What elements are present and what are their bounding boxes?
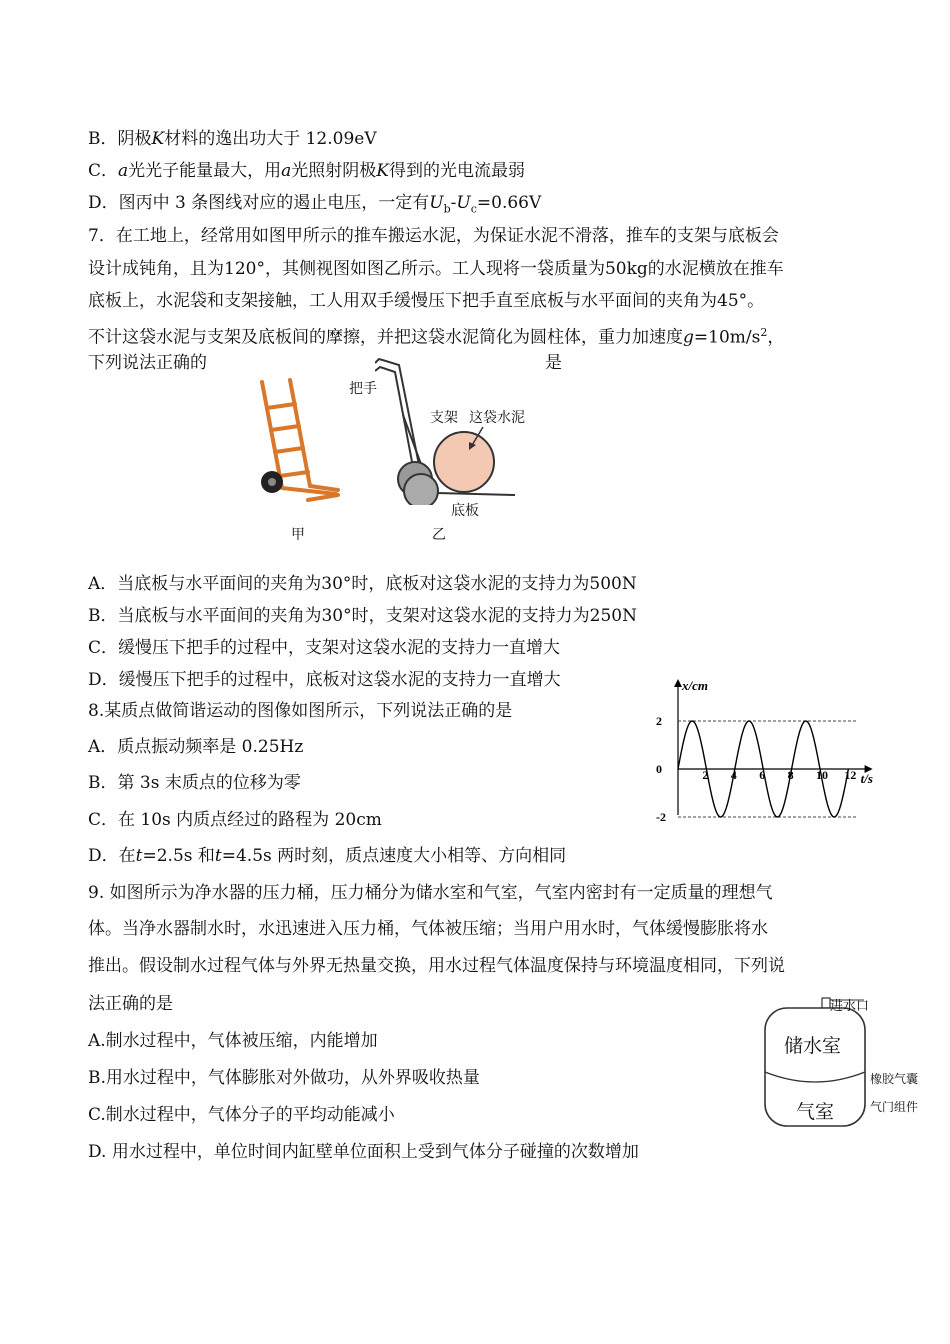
q7-option-c: C．缓慢压下把手的过程中，支架对这袋水泥的支持力一直增大 [88,638,561,658]
x-tick-label: 4 [730,768,737,782]
label-rubber-bladder: 橡胶气囊 [870,1072,919,1086]
label-base-plate: 底板 [451,503,479,519]
figure-label-b: 乙 [432,527,446,543]
q9-stem-line4: 法正确的是 [88,994,173,1014]
shm-chart [640,670,900,840]
q7-stem-line5-end: 是 [545,353,562,373]
label-cement-bag: 这袋水泥 [469,410,525,426]
q8-stem: 8.某质点做简谐运动的图像如图所示，下列说法正确的是 [88,701,513,721]
hand-truck-figure [252,378,347,503]
q7-option-b: B．当底板与水平面间的夹角为30°时，支架对这袋水泥的支持力为250N [88,606,637,626]
q7-option-a: A．当底板与水平面间的夹角为30°时，底板对这袋水泥的支持力为500N [88,574,637,594]
q9-stem-line2: 体。当净水器制水时，水迅速进入压力桶，气体被压缩；当用户用水时，气体缓慢膨胀将水 [88,919,768,939]
y-axis-label: x/cm [682,678,708,693]
q9-option-a: A.制水过程中，气体被压缩，内能增加 [88,1031,378,1051]
x-tick-label: 6 [759,768,766,782]
q9-option-c: C.制水过程中，气体分子的平均动能减小 [88,1105,395,1125]
q6-option-c: C．a光光子能量最大，用a光照射阴极K得到的光电流最弱 [88,161,525,181]
q9-stem-line3: 推出。假设制水过程气体与外界无热量交换，用水过程气体温度保持与环境温度相同，下列说 [88,956,785,976]
q8-option-c: C．在 10s 内质点经过的路程为 20cm [88,810,382,830]
x-tick-label: 12 [844,768,857,782]
label-gas-chamber: 气室 [796,1101,835,1123]
q6-option-d: D．图丙中 3 条图线对应的遏止电压，一定有$U_b-U_c=0.66V$ [88,193,542,216]
q8-option-a: A．质点振动频率是 0.25Hz [88,737,304,757]
x-tick-label: 8 [787,768,794,782]
q9-stem-line1: 9. 如图所示为净水器的压力桶，压力桶分为储水室和气室，气室内密封有一定质量的理想气 [88,883,773,903]
label-handle: 把手 [349,381,377,397]
x-tick-label: 2 [702,768,709,782]
label-valve-assembly: 气门组件 [870,1100,919,1114]
label-bracket: 支架 [430,410,458,426]
side-view-figure [375,355,520,505]
label-storage-chamber: 储水室 [784,1035,842,1057]
y-tick-label: -2 [656,810,666,824]
x-tick-label: 10 [816,768,828,782]
q8-option-b: B．第 3s 末质点的位移为零 [88,773,301,793]
q7-stem-line1: 7．在工地上，经常用如图甲所示的推车搬运水泥，为保证水泥不滑落，推车的支架与底板会 [88,226,779,246]
q9-option-d: D. 用水过程中，单位时间内缸壁单位面积上受到气体分子碰撞的次数增加 [88,1142,639,1162]
figure-label-a: 甲 [291,527,305,543]
y-tick-label: 2 [656,714,662,728]
x-axis-label: t/s [860,771,873,786]
q7-stem-line2: 设计成钝角，且为120°，其侧视图如图乙所示。工人现将一袋质量为50kg的水泥横放在推车 [88,259,784,279]
y-tick-label: 0 [656,762,662,776]
q8-option-d: D．在t=2.5s 和t=4.5s 两时刻，质点速度大小相等、方向相同 [88,846,567,866]
q7-option-d: D．缓慢压下把手的过程中，底板对这袋水泥的支持力一直增大 [88,670,561,690]
q7-stem-line4: 不计这袋水泥与支架及底板间的摩擦，并把这袋水泥简化为圆柱体，重力加速度$g=10m/s^2$， [88,326,785,348]
q7-stem-line5-start: 下列说法正确的 [88,353,207,373]
q9-option-b: B.用水过程中，气体膨胀对外做功，从外界吸收热量 [88,1068,480,1088]
q7-stem-line3: 底板上，水泥袋和支架接触，工人用双手缓慢压下把手直至底板与水平面间的夹角为45°。 [88,291,765,311]
y-axis-arrow [674,679,682,687]
q6-option-b: B．阴极K材料的逸出功大于 12.09eV [88,129,377,149]
label-water-inlet: 进水口 [830,999,870,1014]
